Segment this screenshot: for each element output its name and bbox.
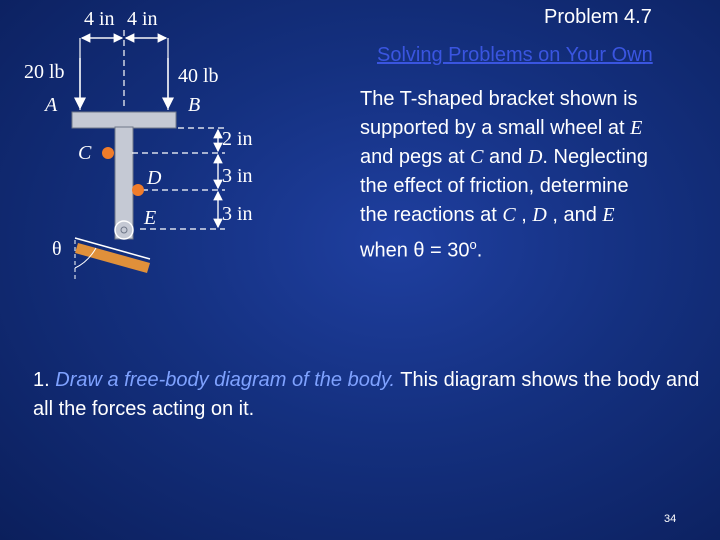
page-number: 34 — [664, 513, 677, 525]
wheel-e — [115, 221, 133, 239]
point-label-e: E — [144, 207, 157, 229]
step-number: 1. — [33, 369, 50, 391]
point-label-b: B — [188, 94, 201, 116]
point-label-d: D — [147, 167, 162, 189]
point-label-a: A — [45, 94, 58, 116]
load-label-a: 20 lb — [24, 61, 65, 83]
dim-top-1: 4 in — [84, 8, 115, 30]
step-highlight: Draw a free-body diagram of the body. — [55, 369, 396, 391]
dim-right-1: 2 in — [222, 128, 253, 150]
dim-top-2: 4 in — [127, 8, 158, 30]
problem-statement: The T-shaped bracket shown is supported by a small wheel at E and pegs at C and D. Neglecting the effect of friction, determine the reactions at C , D , and E when $\theta = 30^o$. — [360, 88, 649, 262]
step-rest: This diagram shows the body and all the forces acting on it. — [33, 369, 700, 420]
page-title: Problem 4.7 — [544, 6, 652, 28]
peg-c — [102, 147, 114, 159]
dim-right-2: 3 in — [222, 165, 253, 187]
point-label-c: C — [78, 142, 92, 164]
step-instruction — [33, 366, 703, 424]
peg-d — [132, 184, 144, 196]
load-label-b: 40 lb — [178, 65, 219, 87]
dim-right-3: 3 in — [222, 203, 253, 225]
top-dimension-line — [80, 30, 168, 110]
angle-label-theta: θ — [52, 238, 62, 260]
inclined-surface — [75, 238, 150, 280]
subtitle-link[interactable]: Solving Problems on Your Own — [377, 44, 653, 66]
